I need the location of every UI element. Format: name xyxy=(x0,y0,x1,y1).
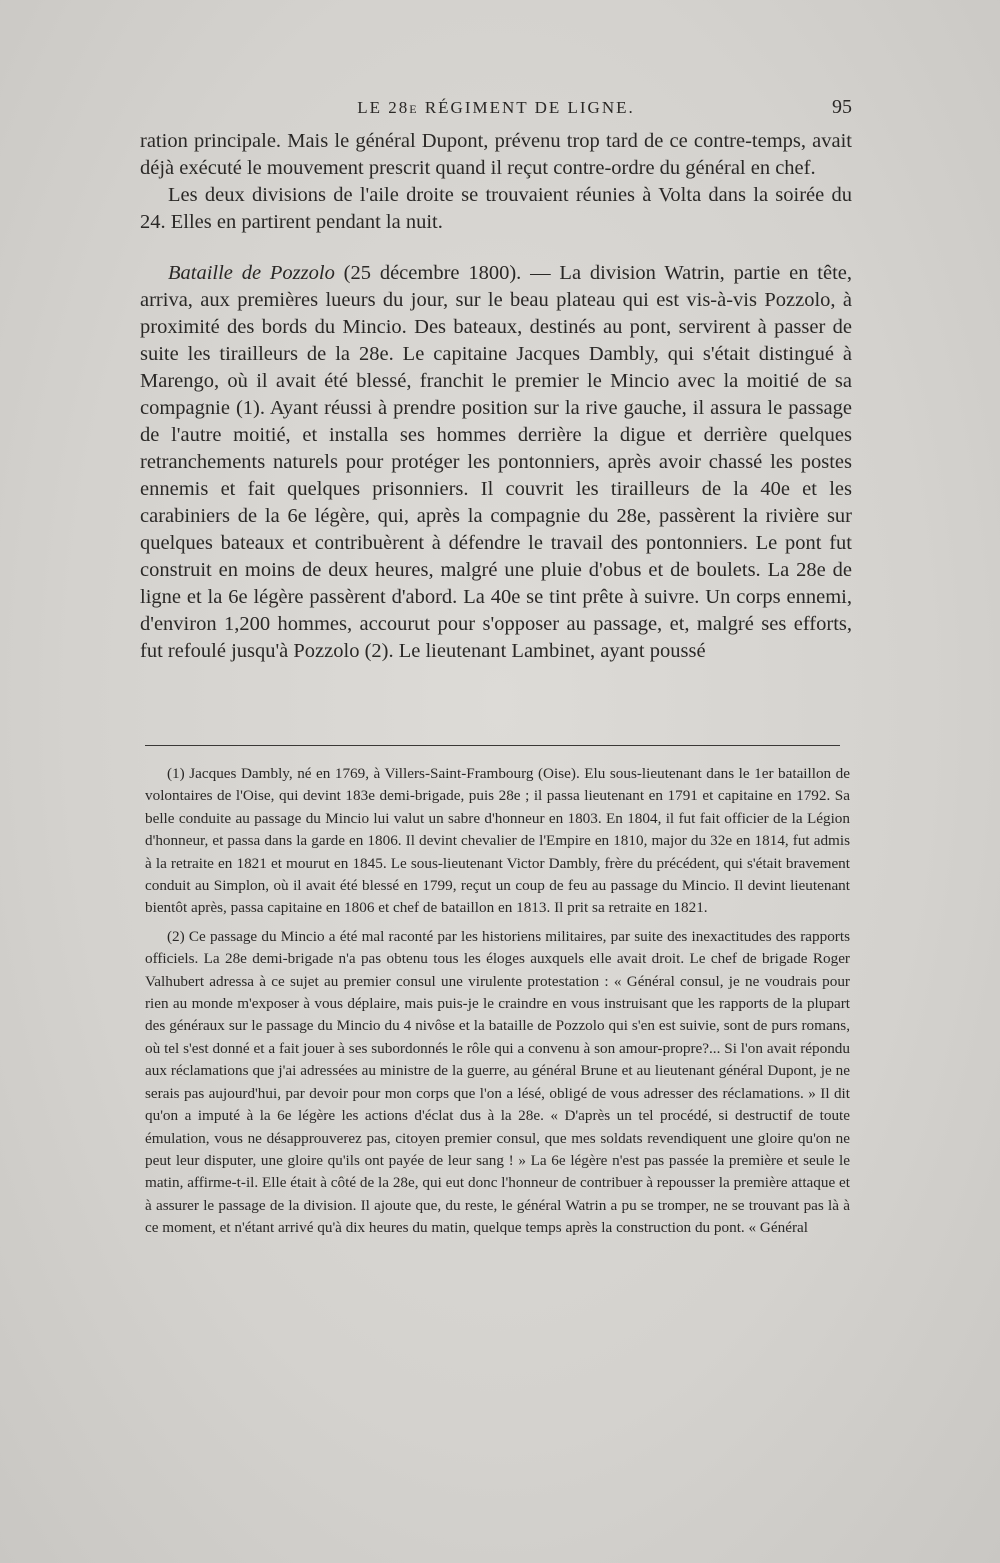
running-title: LE 28e RÉGIMENT DE LIGNE. xyxy=(357,98,635,117)
paragraph-bataille-text: (25 décembre 1800). — La division Watrin, partie en tête, arriva, aux premières lueurs du jour, sur le beau plateau qui est vis-à-vis Pozzolo, à proximité des bords du Mincio. Des bateaux, destinés au pont, servirent à passer de suite les tirailleurs de la 28e. Le capitaine Jacques Dambly, qui s'était distingué à Marengo, où il avait été blessé, franchit le premier le Mincio avec la moitié de sa compagnie (1). Ayant réussi à prendre position sur la rive gauche, il assura le passage de l'autre moitié, et installa ses hommes derrière la digue et derrière quelques retranchements naturels pour protéger les pontonniers, après avoir chassé les postes ennemis et fait quelques prisonniers. Il couvrit les tirailleurs de la 40e et les carabiniers de la 6e légère, qui, après la compagnie du 28e, passèrent la rivière sur quelques bateaux et contribuèrent à défendre le travail des pontonniers. Le pont fut construit en moins de deux heures, malgré une pluie d'obus et de boulets. La 28e de ligne et la 6e légère passèrent d'abord. La 40e se tint prête à suivre. Un corps ennemi, d'environ 1,200 hommes, accourut pour s'opposer au passage, et, malgré ses efforts, fut refoulé jusqu'à Pozzolo (2). Le lieutenant Lambinet, ayant poussé xyxy=(140,262,853,662)
paragraph-continuation: ration principale. Mais le général Dupont, prévenu trop tard de ce contre-temps, avait déjà exécuté le mouvement prescrit quand il reçut contre-ordre du général en chef. xyxy=(140,130,852,179)
paragraph-divisions: Les deux divisions de l'aile droite se trouvaient réunies à Volta dans la soirée du 24. Elles en partirent pendant la nuit. xyxy=(140,184,852,233)
page-number: 95 xyxy=(832,96,852,118)
page-header xyxy=(140,98,852,122)
main-text xyxy=(140,128,852,665)
footnote-1: (1) Jacques Dambly, né en 1769, à Villers-Saint-Frambourg (Oise). Elu sous-lieutenant dans le 1er bataillon de volontaires de l'Oise, qui devint 183e demi-brigade, puis 28e ; il passa lieutenant en 1791 et capitaine en 1792. Sa belle conduite au passage du Mincio lui valut un sabre d'honneur en 1803. En 1804, il fut fait officier de la Légion d'honneur, et passa dans la garde en 1806. Il devint chevalier de l'Empire en 1810, major du 32e en 1814, fut admis à la retraite en 1821 et mourut en 1845. Le sous-lieutenant Victor Dambly, frère du précédent, qui s'était bravement conduit au Simplon, où il avait été blessé en 1799, reçut un coup de feu au passage du Mincio. Il devint lieutenant bientôt après, passa capitaine en 1806 et chef de bataillon en 1813. Il prit sa retraite en 1821. xyxy=(145,765,850,917)
paragraph-bataille xyxy=(140,260,852,665)
section-heading-bataille: Bataille de Pozzolo xyxy=(168,262,335,284)
footnotes xyxy=(145,763,850,1246)
footnote-separator xyxy=(145,745,840,746)
footnote-2: (2) Ce passage du Mincio a été mal raconté par les historiens militaires, par suite des inexactitudes des rapports officiels. La 28e demi-brigade n'a pas obtenu tous les éloges auxquels elle avait droit. Le chef de brigade Roger Valhubert adressa à ce sujet au premier consul une virulente protestation : « Général consul, je ne voudrais pour rien au monde m'exposer à vous déplaire, mais puis-je le craindre en vous instruisant que les rapports de la plupart des généraux sur le passage du Mincio du 4 nivôse et la bataille de Pozzolo qui s'en est suivie, sont de purs romans, où tel s'est donné et a fait jouer à ses subordonnés le rôle qui a convenu à son amour-propre?... Si l'on avait répondu aux réclamations que j'ai adressées au ministre de la guerre, au général Brune et au lieutenant général Dupont, je ne serais pas aujourd'hui, par devoir pour mon corps que l'on a lésé, obligé de vous adresser des réclamations. » Il dit qu'on a imputé à la 6e légère les actions d'éclat dus à la 28e. « D'après un tel procédé, si destructif de toute émulation, vous ne désapprouverez pas, citoyen premier consul, que mes soldats revendiquent une gloire qu'on ne peut leur disputer, une gloire qu'ils ont payée de leur sang ! » La 6e légère n'est pas passée la première et seule le matin, affirme-t-il. Elle était à côté de la 28e, qui eut donc l'honneur de contribuer à repousser la première attaque et à assurer le passage de la division. Il ajoute que, du reste, le général Watrin a pu se tromper, ne se trouvant pas là à ce moment, et n'étant arrivé qu'à dix heures du matin, quelque temps après la construction du pont. « Général xyxy=(145,927,850,1237)
